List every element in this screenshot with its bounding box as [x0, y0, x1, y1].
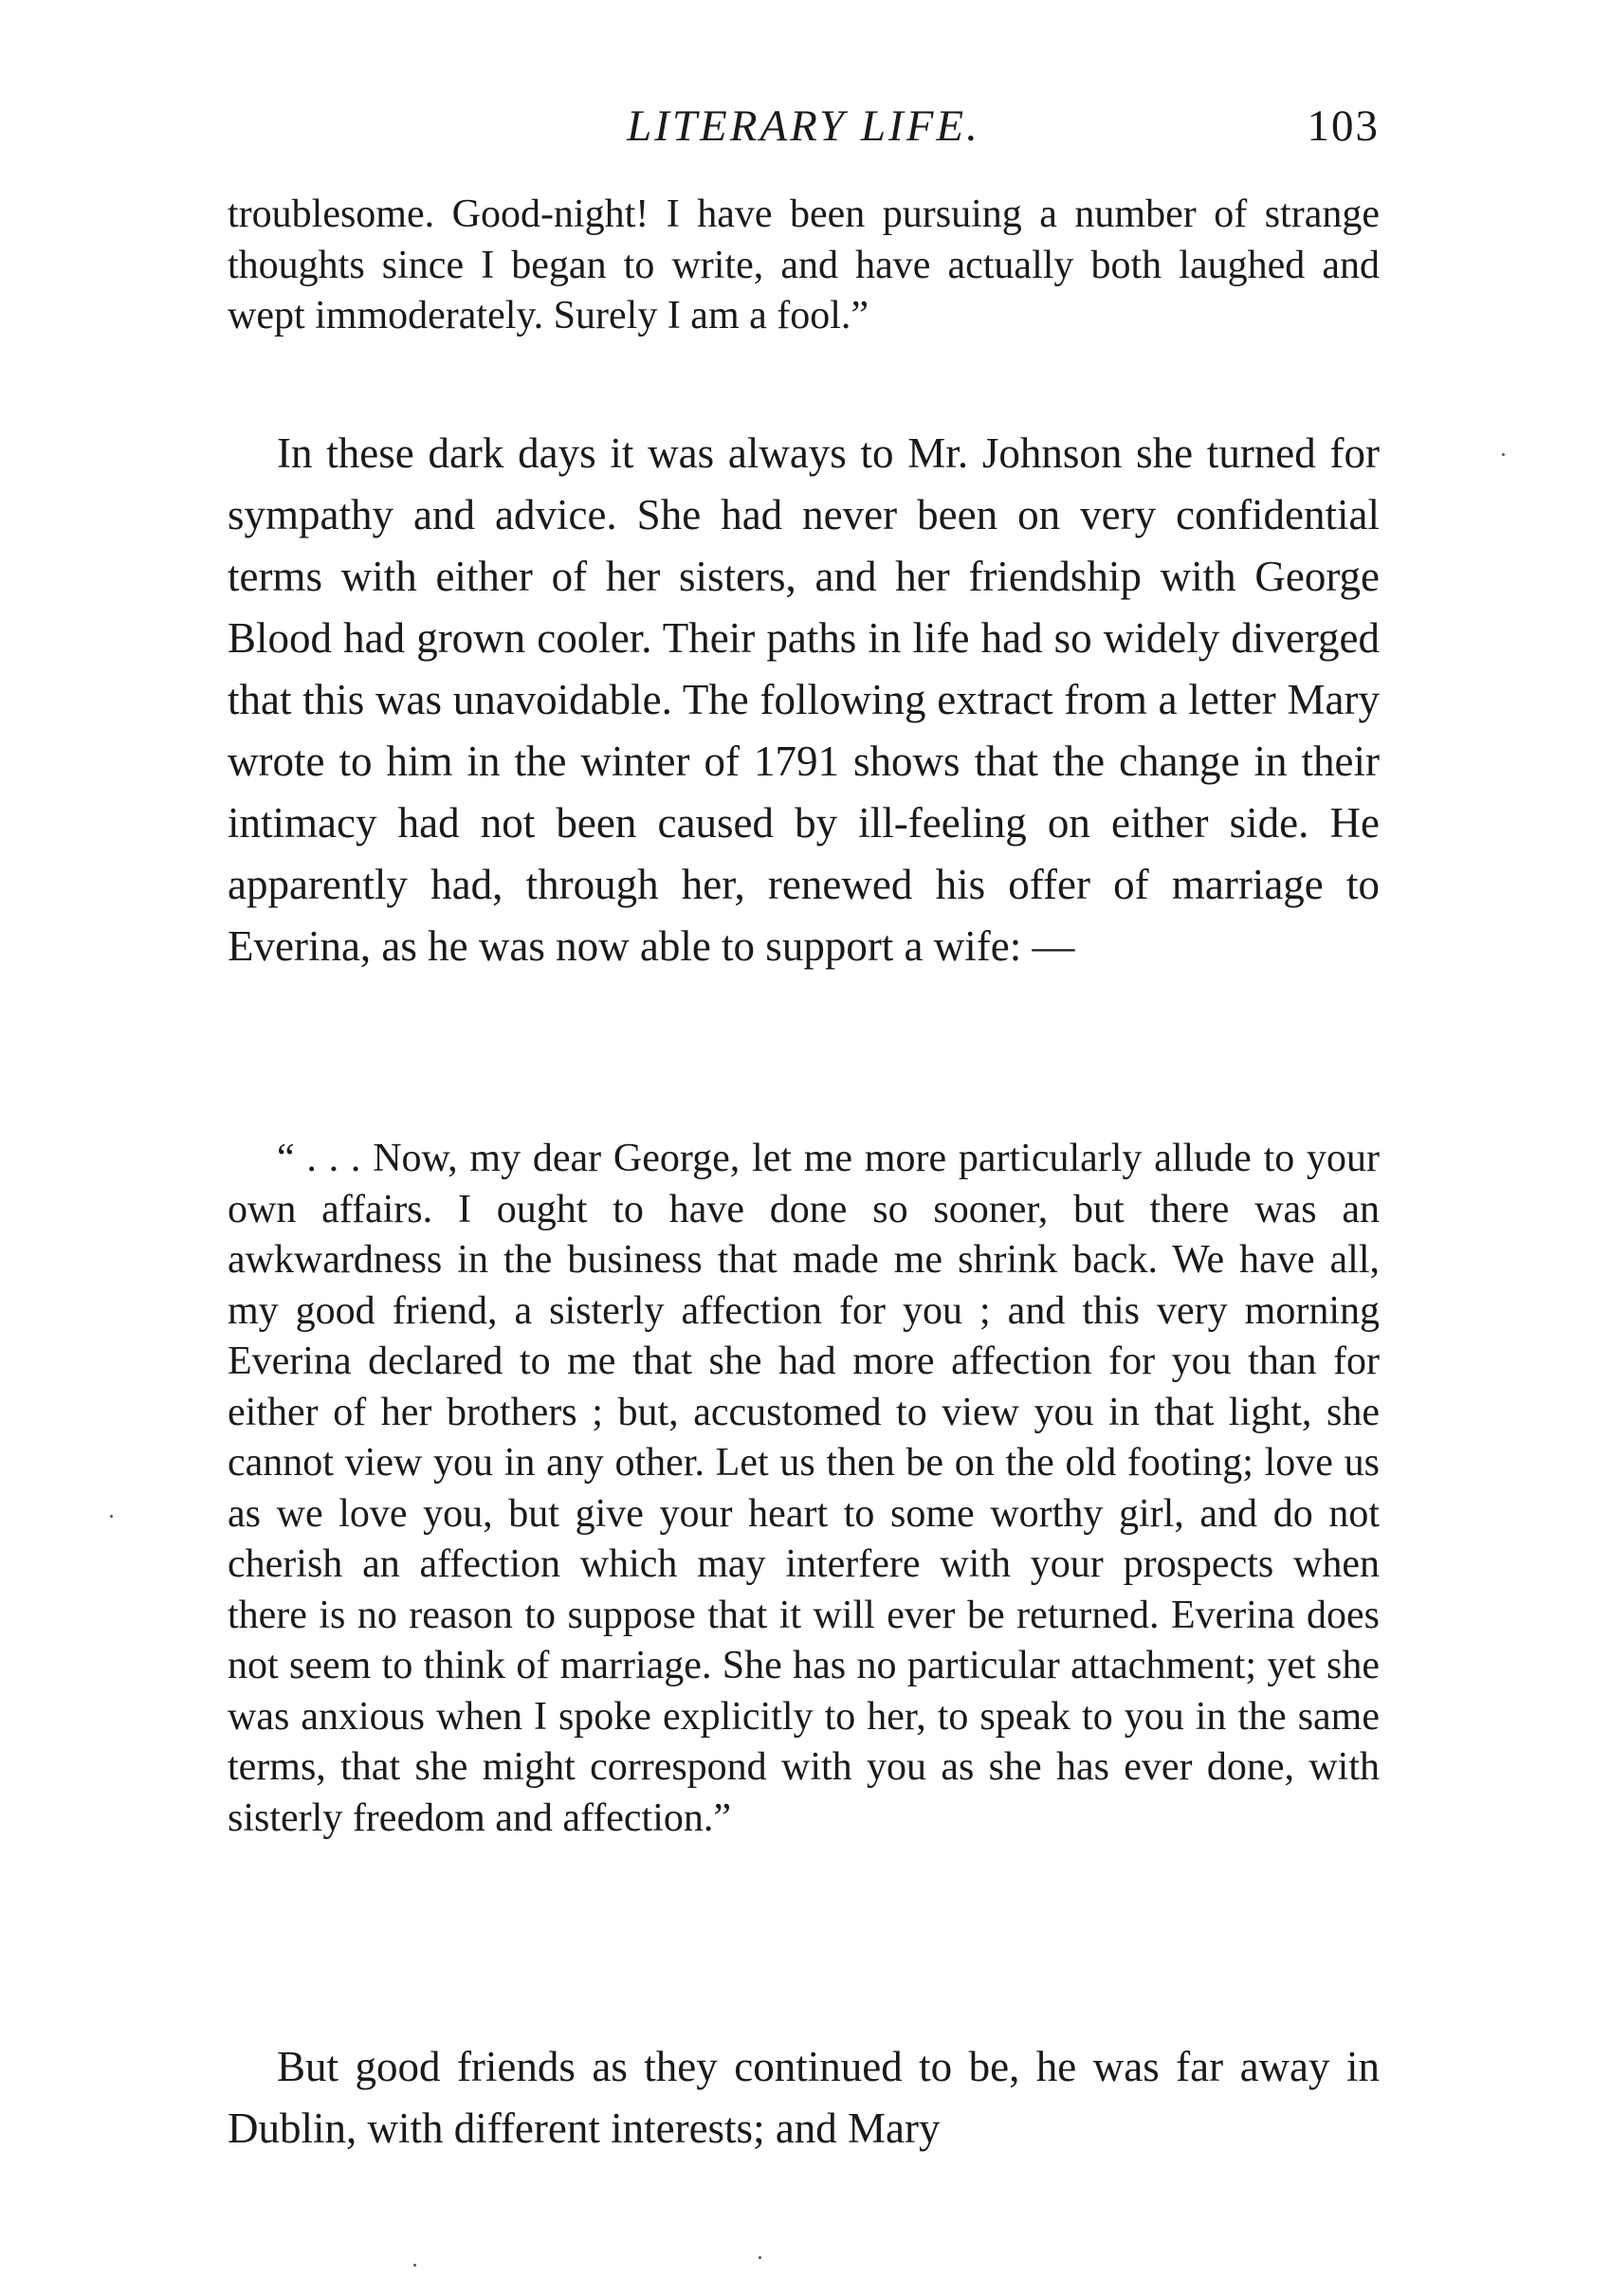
body-paragraph: But good friends as they continued to be, he was far away in Dublin, with different interests; and Mary	[228, 2043, 1380, 2152]
page-number: 103	[1307, 101, 1380, 151]
paper-speck	[110, 1515, 113, 1518]
continued-letter-text: troublesome. Good-night! I have been pursuing a number of strange thoughts since I began to write, and have actually both laughed and wept immoderately. Surely I am a fool.”	[228, 192, 1380, 337]
paper-speck	[413, 2264, 416, 2267]
running-head	[228, 93, 1380, 159]
paper-speck	[759, 2256, 761, 2259]
body-paragraph: In these dark days it was always to Mr. Johnson she turned for sympathy and advice. She had never been on very confidential terms with either of her sisters, and her friendship with George Blood had grown cooler. Their paths in life had so widely diverged that this was unavoidable. The following extract from a letter Mary wrote to him in the winter of 1791 shows that the change in their intimacy had not been caused by ill-feeling on either side. He apparently had, through her, renewed his offer of marriage to Everina, as he was now able to support a wife: —	[228, 429, 1380, 970]
running-title: LITERARY LIFE.	[627, 101, 980, 151]
letter-extract: “ . . . Now, my dear George, let me more particularly allude to your own affairs. I ought to have done so sooner, but there was an awkwardness in the business that made me shrink back. We have all, my good friend, a sisterly affection for you ; and this very morning Everina declared to me that she had more affection for you than for either of her brothers ; but, accustomed to view you in that light, she cannot view you in any other. Let us then be on the old footing; love us as we love you, but give your heart to some worthy girl, and do not cherish an affection which may interfere with your prospects when there is no reason to suppose that it will ever be returned. Everina does not seem to think of marriage. She has no particular attachment; yet she was anxious when I spoke explicitly to her, to speak to you in the same terms, that she might correspond with you as she has ever done, with sisterly freedom and affection.”	[228, 1137, 1380, 1840]
paper-speck	[1502, 453, 1505, 456]
